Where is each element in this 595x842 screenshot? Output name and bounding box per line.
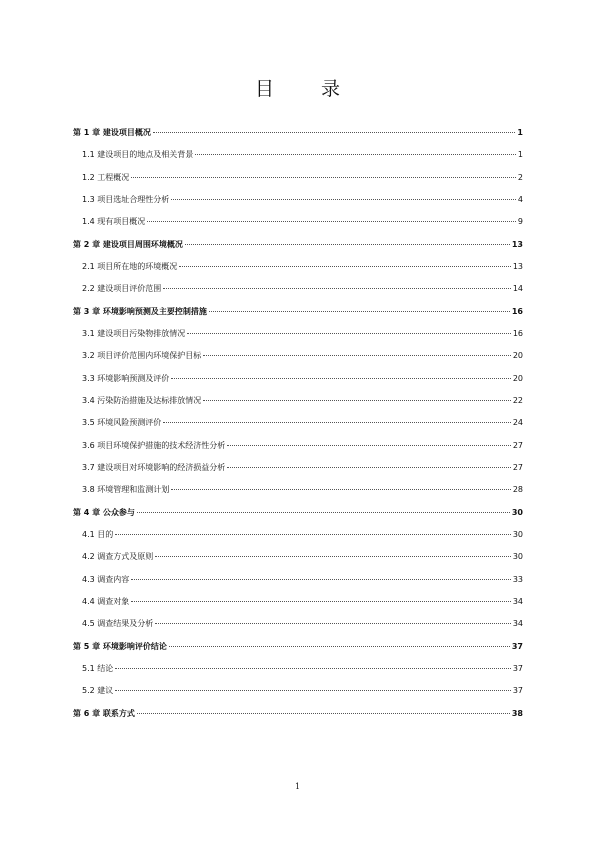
toc-dot-leader — [147, 221, 516, 222]
toc-entry-label: 4.1 目的 — [82, 529, 114, 539]
toc-entry-label: 3.5 环境风险预测评价 — [82, 418, 162, 428]
toc-dot-leader — [115, 668, 511, 669]
toc-entry-page: 27 — [512, 440, 523, 450]
toc-section-entry[interactable] — [73, 217, 523, 227]
toc-section-entry[interactable] — [73, 173, 523, 183]
toc-entry-label: 第 1 章 建设项目概况 — [73, 128, 151, 137]
toc-section-entry[interactable] — [73, 686, 523, 696]
toc-section-entry[interactable] — [73, 284, 523, 294]
toc-dot-leader — [131, 177, 516, 178]
toc-dot-leader — [169, 646, 510, 647]
toc-entry-page: 1 — [517, 128, 523, 137]
toc-dot-leader — [155, 623, 511, 624]
toc-entry-label: 2.1 项目所在地的环境概况 — [82, 261, 178, 271]
toc-dot-leader — [209, 311, 510, 312]
toc-entry-page: 9 — [517, 217, 523, 227]
toc-section-entry[interactable] — [73, 195, 523, 205]
toc-entry-label: 1.2 工程概况 — [82, 172, 130, 182]
toc-entry-page: 38 — [511, 708, 523, 718]
toc-dot-leader — [171, 489, 511, 490]
toc-dot-leader — [163, 288, 511, 289]
toc-entry-label: 1.3 项目选址合理性分析 — [82, 194, 170, 204]
toc-section-entry[interactable] — [73, 463, 523, 473]
toc-entry-page: 1 — [517, 150, 523, 160]
toc-dot-leader — [179, 266, 511, 267]
toc-entry-label: 3.3 环境影响预测及评价 — [82, 373, 170, 383]
toc-section-entry[interactable] — [73, 374, 523, 384]
toc-entry-page: 37 — [511, 641, 523, 651]
toc-chapter-entry[interactable] — [73, 709, 523, 719]
page-title: 目 录 — [254, 78, 354, 100]
toc-entry-page: 37 — [512, 686, 523, 696]
toc-entry-page: 20 — [512, 373, 523, 383]
toc-entry-page: 13 — [512, 261, 523, 271]
toc-section-entry[interactable] — [73, 396, 523, 406]
toc-dot-leader — [131, 601, 511, 602]
toc-chapter-entry[interactable] — [73, 508, 523, 518]
toc-dot-leader — [171, 199, 516, 200]
toc-dot-leader — [153, 132, 516, 133]
toc-entry-page: 13 — [511, 239, 523, 249]
toc-dot-leader — [227, 445, 511, 446]
toc-entry-label: 3.7 建设项目对环境影响的经济损益分析 — [82, 462, 226, 472]
toc-dot-leader — [131, 579, 511, 580]
toc-chapter-entry[interactable] — [73, 240, 523, 250]
toc-chapter-entry[interactable] — [73, 642, 523, 652]
toc-entry-label: 第 2 章 建设项目周围环境概况 — [73, 239, 183, 249]
toc-dot-leader — [203, 400, 511, 401]
toc-entry-label: 3.6 项目环境保护措施的技术经济性分析 — [82, 440, 226, 450]
toc-entry-label: 第 6 章 联系方式 — [73, 708, 135, 718]
toc-dot-leader — [227, 467, 511, 468]
toc-section-entry[interactable] — [73, 329, 523, 339]
toc-entry-page: 30 — [512, 552, 523, 562]
toc-entry-page: 14 — [512, 284, 523, 294]
toc-dot-leader — [137, 512, 510, 513]
toc-entry-page: 16 — [512, 329, 523, 339]
toc-entry-page: 20 — [512, 351, 523, 361]
toc-entry-label: 2.2 建设项目评价范围 — [82, 284, 162, 294]
toc-section-entry[interactable] — [73, 441, 523, 451]
toc-dot-leader — [155, 556, 511, 557]
toc-entry-label: 1.1 建设项目的地点及相关背景 — [82, 150, 194, 160]
toc-dot-leader — [195, 154, 516, 155]
toc-dot-leader — [137, 713, 510, 714]
toc-entry-label: 第 4 章 公众参与 — [73, 507, 135, 517]
toc-dot-leader — [115, 690, 511, 691]
toc-entry-label: 3.8 环境管理和监测计划 — [82, 485, 170, 495]
toc-chapter-entry[interactable] — [73, 128, 523, 138]
toc-section-entry[interactable] — [73, 597, 523, 607]
toc-section-entry[interactable] — [73, 575, 523, 585]
toc-entry-page: 2 — [517, 172, 523, 182]
toc-dot-leader — [163, 422, 511, 423]
toc-entry-page: 34 — [512, 596, 523, 606]
toc-entry-page: 37 — [512, 663, 523, 673]
toc-entry-label: 3.2 项目评价范围内环境保护目标 — [82, 351, 202, 361]
toc-entry-label: 4.5 调查结果及分析 — [82, 619, 154, 629]
toc-dot-leader — [171, 378, 511, 379]
toc-entry-label: 4.3 调查内容 — [82, 574, 130, 584]
toc-entry-label: 第 5 章 环境影响评价结论 — [73, 641, 167, 651]
toc-section-entry[interactable] — [73, 485, 523, 495]
toc-dot-leader — [203, 355, 511, 356]
toc-entry-label: 3.4 污染防治措施及达标排放情况 — [82, 395, 202, 405]
toc-entry-page: 30 — [512, 529, 523, 539]
toc-entry-label: 4.2 调查方式及原则 — [82, 552, 154, 562]
toc-entry-label: 5.2 建议 — [82, 686, 114, 696]
toc-section-entry[interactable] — [73, 664, 523, 674]
toc-entry-page: 27 — [512, 462, 523, 472]
toc-entry-page: 33 — [512, 574, 523, 584]
toc-section-entry[interactable] — [73, 351, 523, 361]
toc-entry-page: 22 — [512, 395, 523, 405]
toc-section-entry[interactable] — [73, 150, 523, 160]
toc-entry-page: 4 — [517, 194, 523, 204]
toc-entry-label: 1.4 现有项目概况 — [82, 217, 146, 227]
toc-entry-page: 34 — [512, 619, 523, 629]
toc-entry-label: 5.1 结论 — [82, 663, 114, 673]
toc-section-entry[interactable] — [73, 262, 523, 272]
toc-entry-page: 16 — [511, 306, 523, 316]
toc-chapter-entry[interactable] — [73, 307, 523, 317]
toc-dot-leader — [187, 333, 511, 334]
toc-dot-leader — [115, 534, 511, 535]
toc-entry-page: 28 — [512, 485, 523, 495]
table-of-contents — [73, 128, 523, 719]
toc-entry-page: 24 — [512, 418, 523, 428]
toc-section-entry[interactable] — [73, 418, 523, 428]
page-number: 1 — [294, 782, 301, 791]
toc-section-entry[interactable] — [73, 530, 523, 540]
toc-entry-label: 4.4 调查对象 — [82, 596, 130, 606]
toc-entry-page: 30 — [511, 507, 523, 517]
toc-entry-label: 第 3 章 环境影响预测及主要控制措施 — [73, 306, 207, 316]
toc-section-entry[interactable] — [73, 619, 523, 629]
toc-dot-leader — [185, 244, 510, 245]
toc-entry-label: 3.1 建设项目污染物排放情况 — [82, 329, 186, 339]
toc-section-entry[interactable] — [73, 552, 523, 562]
